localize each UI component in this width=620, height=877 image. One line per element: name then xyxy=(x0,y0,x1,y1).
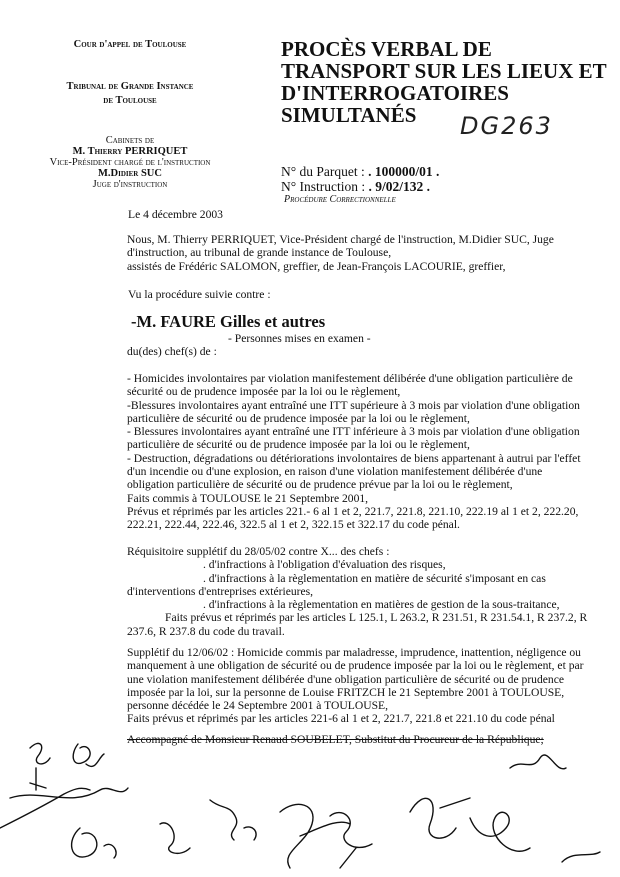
signature-initials-1 xyxy=(30,743,50,790)
struck-line: Accompagné de Monsieur Renaud SOUBELET, Substitut du Procureur de la République; xyxy=(127,733,544,746)
charge-line: particulière de sécurité ou de prudence imposée par la loi ou le règlement, xyxy=(127,438,470,452)
requisitoire-line-1: Réquisitoire supplétif du 28/05/02 contre X... des chefs : xyxy=(127,545,390,558)
court-name: Cour d'appel de Toulouse xyxy=(73,39,187,50)
requisitoire-line-7: 237.6, R 237.8 du code du travail. xyxy=(127,624,285,638)
requisitoire-block xyxy=(127,545,597,638)
signature-scrawl-7 xyxy=(510,755,566,769)
title-line-3: D'INTERROGATOIRES xyxy=(281,81,509,105)
suppletif-line: Faits prévus et réprimés par les articles 221-6 al 1 et 2, 221.7, 221.8 et 221.10 du code pénal xyxy=(127,712,555,726)
signature-scrawl-3 xyxy=(280,804,350,868)
document-title xyxy=(281,38,611,126)
charge-line: Prévus et réprimés par les articles 221.- 6 al 1 et 2, 221.7, 221.8, 221.10, 222.19 al 1 et 2, 222.20, xyxy=(127,504,579,518)
signature-scrawl-4 xyxy=(330,813,372,868)
requisitoire-line-6: Faits prévus et réprimés par les articles L 125.1, L 263.2, R 231.51, R 231.54.1, R 237.2, R xyxy=(165,611,588,625)
signature-scrawl-8 xyxy=(562,852,600,862)
requisitoire-line-5: . d'infractions à la règlementation en matières de gestion de la sous-traitance, xyxy=(203,598,560,612)
signature-initials-2 xyxy=(73,744,104,766)
cabinets-label: Cabinets de xyxy=(105,135,155,146)
defendant-status: - Personnes mises en examen - xyxy=(228,332,371,345)
instruction-label: N° Instruction : xyxy=(281,179,366,194)
intro-line-3: assistés de Frédéric SALOMON, greffier, de Jean-François LACOURIE, greffier, xyxy=(127,259,506,273)
charge-line: sécurité ou de prudence imposée par la loi ou le règlement, xyxy=(127,385,401,399)
judge2-role: Juge d'instruction xyxy=(92,179,168,190)
suppletif-line: Supplétif du 12/06/02 : Homicide commis par maladresse, imprudence, inattention, négligence ou xyxy=(127,646,581,659)
suppletif-line: une violation manifestement délibérée d'une obligation particulière de sécurité ou de prudence xyxy=(127,672,565,686)
title-line-2: TRANSPORT SUR LES LIEUX ET xyxy=(281,59,607,83)
signature-initials-3 xyxy=(72,828,117,858)
intro-line-2: d'instruction, au tribunal de grande instance de Toulouse, xyxy=(127,246,392,260)
charge-line: Faits commis à TOULOUSE le 21 Septembre 2001, xyxy=(127,491,369,505)
charge-line: particulière de sécurité ou de prudence imposée par la loi ou le règlement, xyxy=(127,411,470,425)
signature-scrawl-6 xyxy=(470,812,530,851)
title-line-1: PROCÈS VERBAL DE xyxy=(281,37,492,61)
tribunal-line-2: de Toulouse xyxy=(103,95,157,106)
instruction-value: . 9/02/132 . xyxy=(368,179,431,194)
signature-scrawl-5 xyxy=(410,798,470,838)
charge-line: -Blessures involontaires ayant entraîné une ITT supérieure à 3 mois par violation d'une obligation xyxy=(127,398,580,412)
charges-list xyxy=(127,372,582,532)
signature-paraph-1 xyxy=(10,788,128,798)
suppletif-line: manquement à une obligation de sécurité ou de prudence imposée par la loi ou le règlement, et par xyxy=(127,659,584,673)
procedure-line: Vu la procédure suivie contre : xyxy=(128,288,271,301)
signature-scrawl-2 xyxy=(210,800,256,840)
suppletif-block xyxy=(127,646,597,726)
signature-scrawl-1 xyxy=(160,823,190,853)
judge1-role: Vice-Président chargé de l'instruction xyxy=(49,157,211,168)
judge1-name: M. Thierry PERRIQUET xyxy=(72,146,188,157)
charge-line: d'un incendie ou d'une explosion, en raison d'une violation manifestement délibérée d'une xyxy=(127,465,543,479)
tribunal-line-1: Tribunal de Grande Instance xyxy=(66,81,194,92)
charge-line: - Homicides involontaires par violation manifestement délibérée d'une obligation particulière de xyxy=(127,372,573,385)
requisitoire-line-4: d'interventions d'entreprises extérieures, xyxy=(127,584,314,598)
signature-date-scrawl xyxy=(0,788,90,828)
charge-line: - Destruction, dégradations ou détériorations involontaires de biens appartenant à autrui par l'effet xyxy=(127,451,581,465)
requisitoire-line-2: . d'infractions à l'obligation d'évaluation des risques, xyxy=(203,558,446,572)
intro-paragraph xyxy=(127,233,582,273)
charges-label: du(des) chef(s) de : xyxy=(127,345,217,358)
charge-line: obligation particulière de sécurité ou de prudence prévue par la loi ou le règlement, xyxy=(127,478,513,492)
title-line-4: SIMULTANÉS xyxy=(281,103,417,127)
defendant-name: -M. FAURE Gilles et autres xyxy=(131,312,326,331)
instruction-number xyxy=(281,179,430,194)
suppletif-line: personne décédée le 24 Septembre 2001 à TOULOUSE, xyxy=(127,699,389,713)
judge2-name: M.Didier SUC xyxy=(98,168,162,179)
parquet-label: N° du Parquet : xyxy=(281,164,365,179)
handwritten-reference: DG263 xyxy=(460,112,553,140)
intro-line-1: Nous, M. Thierry PERRIQUET, Vice-Président chargé de l'instruction, M.Didier SUC, Juge xyxy=(127,233,554,246)
charge-line: 222.21, 222.44, 222.46, 322.5 al 1 et 2, 322.15 et 322.17 du code pénal. xyxy=(127,518,460,532)
requisitoire-line-3: . d'infractions à la règlementation en matière de sécurité s'imposant en cas xyxy=(203,571,546,585)
parquet-number xyxy=(281,164,439,179)
signatures xyxy=(0,728,620,877)
parquet-value: . 100000/01 . xyxy=(368,164,440,179)
procedure-type: Procédure Correctionnelle xyxy=(284,194,396,205)
document-date: Le 4 décembre 2003 xyxy=(128,208,223,221)
charge-line: - Blessures involontaires ayant entraîné une ITT inférieure à 3 mois par violation d'une obligation xyxy=(127,425,580,439)
suppletif-line: imposée par la loi, sur la personne de Louise FRITZCH le 21 Septembre 2001 à TOULOUSE, xyxy=(127,685,565,699)
